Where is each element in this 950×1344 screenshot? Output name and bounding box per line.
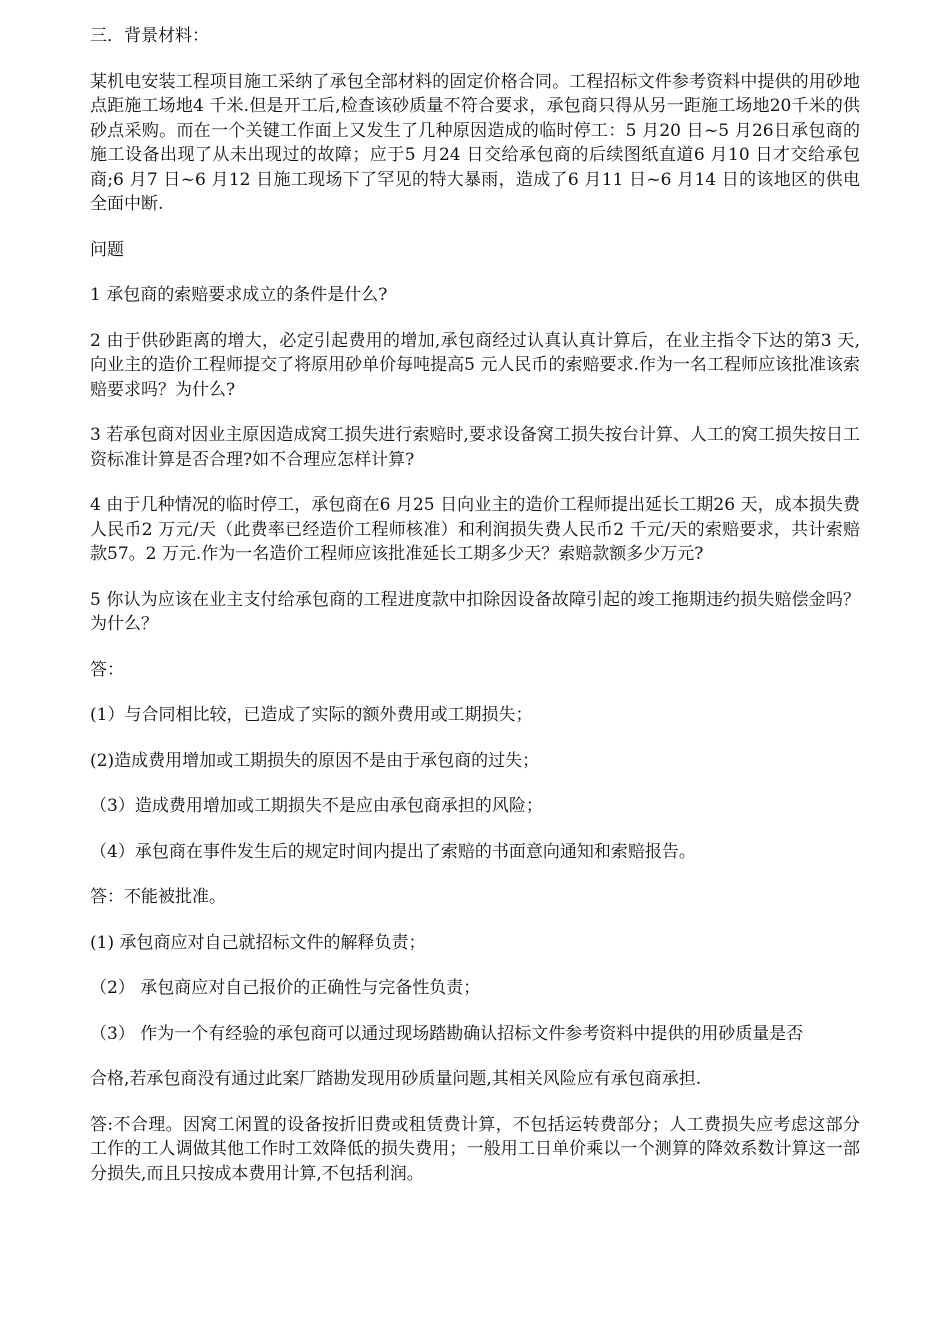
answer-1-item-3: （3）造成费用增加或工期损失不是应由承包商承担的风险； (90, 796, 543, 816)
answer-1-item-1: (1）与合同相比较，已造成了实际的额外费用或工期损失； (90, 705, 533, 725)
document-page (90, 24, 860, 1207)
question-1: 1 承包商的索赔要求成立的条件是什么? (90, 285, 388, 305)
answer-2-item-2: （2） 承包商应对自己报价的正确性与完备性负责； (90, 978, 481, 998)
answer-2-item-1: (1) 承包商应对自己就招标文件的解释负责； (90, 932, 426, 953)
section-heading: 三．背景材料： (90, 26, 209, 46)
background-paragraph: 某机电安装工程项目施工采纳了承包全部材料的固定价格合同。工程招标文件参考资料中提供的用砂地点距施工场地4 千米.但是开工后,检查该砂质量不符合要求，承包商只得从另一距施工场地20千米的供砂点采购。而在一个关键工作面上又发生了几种原因造成的临时停工：5 月20 日~5 月26日承包商的施工设备出现了从未出现过的故障；应于5 月24 日交给承包商的后续图纸直道6 月10 日才交给承包商;6 月7 日~6 月12 日施工现场下了罕见的特大暴雨，造成了6 月11 日~6 月14 日的该地区的供电全面中断. (90, 71, 860, 214)
answer-2-continuation: 合格,若承包商没有通过此案厂踏勘发现用砂质量问题,其相关风险应有承包商承担. (90, 1069, 702, 1089)
answer-1-item-2: (2)造成费用增加或工期损失的原因不是由于承包商的过失； (90, 750, 540, 771)
answer-1-item-4: （4）承包商在事件发生后的规定时间内提出了索赔的书面意向通知和索赔报告。 (90, 841, 696, 862)
question-4: 4 由于几种情况的临时停工，承包商在6 月25 日向业主的造价工程师提出延长工期26 天，成本损失费人民币2 万元/天（此费率已经造价工程师核准）和利润损失费人民币2 千元/天的索赔要求，共计索赔款57。2 万元.作为一名造价工程师应该批准延长工期多少天？索赔款额多少万元? (90, 495, 860, 564)
question-5: 5 你认为应该在业主支付给承包商的工程进度款中扣除因设备故障引起的竣工拖期违约损失赔偿金吗？为什么？ (90, 589, 860, 634)
questions-heading: 问题 (90, 239, 124, 260)
answer-3-paragraph: 答:不合理。因窝工闲置的设备按折旧费或租赁费计算，不包括运转费部分；人工费损失应考虑这部分工作的工人调做其他工作时工效降低的损失费用；一般用工日单价乘以一个测算的降效系数计算这一部分损失,而且只按成本费用计算,不包括利润。 (90, 1114, 860, 1184)
answer-2-item-3: （3） 作为一个有经验的承包商可以通过现场踏勘确认招标文件参考资料中提供的用砂质量是否 (90, 1023, 804, 1044)
question-3: 3 若承包商对因业主原因造成窝工损失进行索赔时,要求设备窝工损失按台计算、人工的窝工损失按日工资标准计算是否合理?如不合理应怎样计算? (90, 425, 860, 470)
question-2: 2 由于供砂距离的增大，必定引起费用的增加,承包商经过认真认真计算后，在业主指令下达的第3 天,向业主的造价工程师提交了将原用砂单价每吨提高5 元人民币的索赔要求.作为一名工程师应该批准该索赔要求吗？为什么? (90, 330, 860, 400)
answer-1-heading: 答： (90, 659, 124, 680)
answer-2-heading: 答：不能被批准。 (90, 887, 226, 907)
